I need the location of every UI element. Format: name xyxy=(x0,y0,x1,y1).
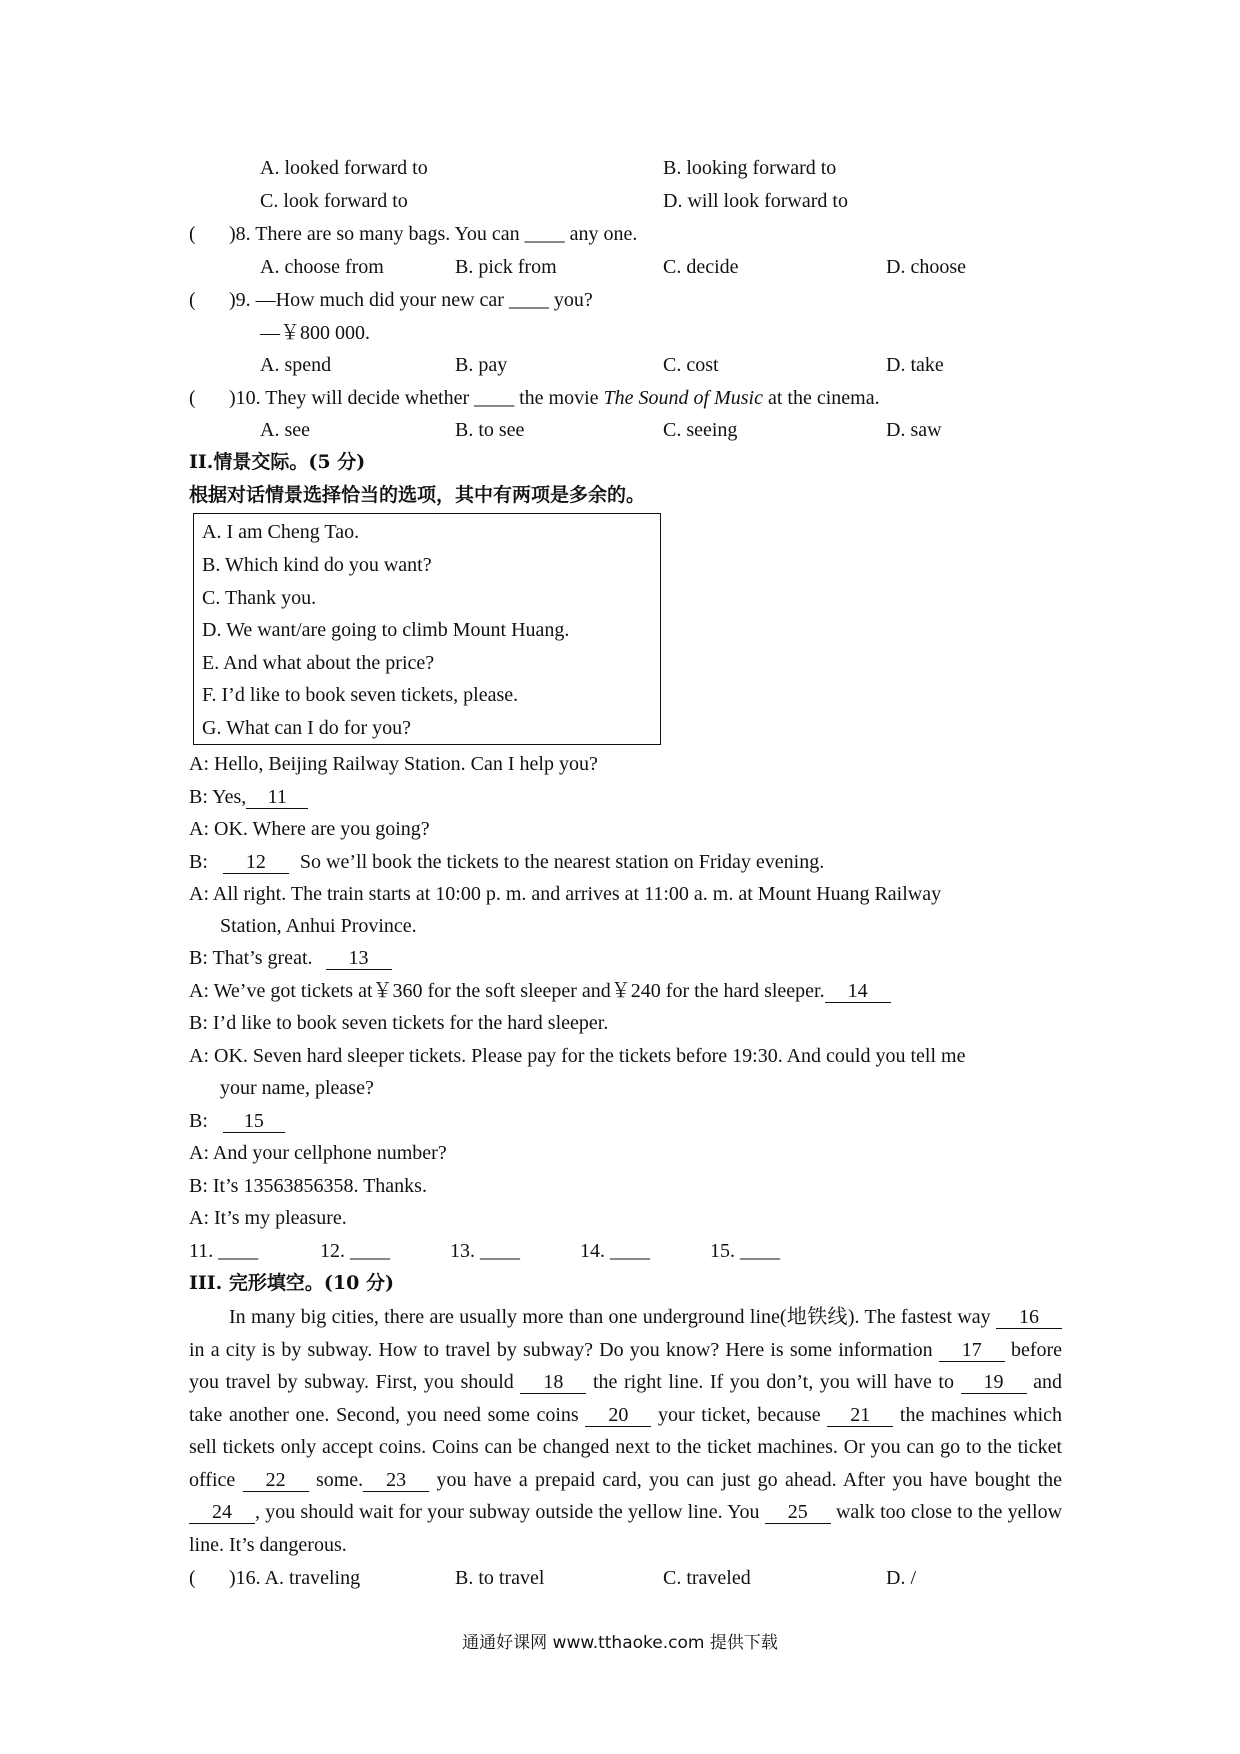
q7-option-a: A. looked forward to xyxy=(260,157,428,179)
dialogue-speaker-text: B: xyxy=(189,1110,208,1132)
passage-text: walk too close to the yellow line. It’s dangerous. xyxy=(189,1501,1063,1556)
dialogue-line: A: OK. Where are you going? xyxy=(189,818,430,840)
dialogue-line-continued: Station, Anhui Province. xyxy=(220,915,417,937)
dialogue-line: B: I’d like to book seven tickets for the hard sleeper. xyxy=(189,1012,609,1034)
blank-14[interactable]: 14 xyxy=(825,980,891,1003)
blank-19[interactable]: 19 xyxy=(961,1371,1027,1394)
q10-option-a: A. see xyxy=(260,419,310,441)
box-option-b: B. Which kind do you want? xyxy=(202,554,432,576)
passage-text: some. xyxy=(315,1468,364,1491)
q10-option-d: D. saw xyxy=(886,419,942,441)
q8-option-a: A. choose from xyxy=(260,256,384,278)
blank-12[interactable]: 12 xyxy=(223,851,289,874)
passage-text: before you travel by subway. First, you should xyxy=(189,1338,1063,1393)
q16-option-c: C. traveled xyxy=(663,1567,751,1589)
section-2-title: II.情景交际。(5 分) xyxy=(189,451,366,473)
section-3-title: III. 完形填空。(10 分) xyxy=(189,1272,394,1294)
answer-paren: ( xyxy=(189,1567,196,1589)
dialogue-line: A: And your cellphone number? xyxy=(189,1142,447,1164)
blank-24[interactable]: 24 xyxy=(189,1501,255,1524)
passage-text: the right line. If you don’t, you will have to xyxy=(592,1371,954,1393)
q9-option-a: A. spend xyxy=(260,354,332,376)
dialogue-text: B: That’s great. xyxy=(189,947,313,969)
box-option-a: A. I am Cheng Tao. xyxy=(202,521,360,543)
q7-option-c: C. look forward to xyxy=(260,190,408,212)
blank-22[interactable]: 22 xyxy=(243,1469,309,1492)
box-option-f: F. I’d like to book seven tickets, please. xyxy=(202,684,519,706)
blank-20[interactable]: 20 xyxy=(585,1404,651,1427)
box-option-e: E. And what about the price? xyxy=(202,652,435,674)
blank-16[interactable]: 16 xyxy=(996,1306,1062,1329)
dialogue-line xyxy=(189,785,308,809)
dialogue-line: A: It’s my pleasure. xyxy=(189,1207,347,1229)
q7-option-d: D. will look forward to xyxy=(663,190,848,212)
q9-option-c: C. cost xyxy=(663,354,719,376)
dialogue-line: A: Hello, Beijing Railway Station. Can I help you? xyxy=(189,753,598,775)
box-option-g: G. What can I do for you? xyxy=(202,717,412,739)
passage-text: the machines which sell tickets only accept coins. Coins can be changed next to the ticket machines. Or you can go to the ticket office xyxy=(189,1403,1063,1491)
blank-25[interactable]: 25 xyxy=(765,1501,831,1524)
q7-option-b: B. looking forward to xyxy=(663,157,837,179)
answer-paren: ( xyxy=(189,289,196,311)
options-box xyxy=(193,513,661,745)
dialogue-text: A: We’ve got tickets at￥360 for the soft sleeper and￥240 for the hard sleeper. xyxy=(189,980,825,1002)
dialogue-line: B: It’s 13563856358. Thanks. xyxy=(189,1175,427,1197)
answer-slot-13[interactable]: 13. ____ xyxy=(450,1240,520,1262)
dialogue-line: A: OK. Seven hard sleeper tickets. Please pay for the tickets before 19:30. And could you tell me xyxy=(189,1045,966,1067)
box-option-c: C. Thank you. xyxy=(202,587,317,609)
q10-option-c: C. seeing xyxy=(663,419,738,441)
q9-option-b: B. pay xyxy=(455,354,508,376)
dialogue-text: So we’ll book the tickets to the nearest station on Friday evening. xyxy=(299,851,825,873)
footer-watermark: 通通好课网 www.tthaoke.com 提供下载 xyxy=(462,1633,778,1653)
answer-slot-11[interactable]: 11. ____ xyxy=(189,1240,259,1262)
dialogue-line xyxy=(189,979,891,1003)
q10-stem-before: )10. They will decide whether ____ the movie xyxy=(229,387,604,409)
q10-movie-title: The Sound of Music xyxy=(603,387,763,409)
blank-17[interactable]: 17 xyxy=(939,1339,1005,1362)
blank-18[interactable]: 18 xyxy=(520,1371,586,1394)
dialogue-line: A: All right. The train starts at 10:00 p. m. and arrives at 11:00 a. m. at Mount Huang Railway xyxy=(189,883,942,905)
passage-text: In many big cities, there are usually more than one underground line(地铁线). The fastest way xyxy=(229,1306,991,1328)
dialogue-line xyxy=(189,946,392,970)
q8-stem: )8. There are so many bags. You can ____ any one. xyxy=(229,223,638,245)
blank-23[interactable]: 23 xyxy=(363,1469,429,1492)
section-2-instruction: 根据对话情景选择恰当的选项，其中有两项是多余的。 xyxy=(189,484,646,506)
q16-line xyxy=(189,1566,360,1590)
answer-slot-12[interactable]: 12. ____ xyxy=(320,1240,390,1262)
q16-option-d: D. / xyxy=(886,1567,916,1589)
q16-stem: )16. A. traveling xyxy=(229,1567,361,1589)
q9-line xyxy=(189,288,593,312)
q10-line xyxy=(189,386,880,410)
q8-option-d: D. choose xyxy=(886,256,966,278)
q8-option-c: C. decide xyxy=(663,256,739,278)
passage-text: you have a prepaid card, you can just go ahead. After you have bought the xyxy=(436,1468,1063,1491)
q8-line xyxy=(189,222,637,246)
answer-paren: ( xyxy=(189,223,196,245)
answer-slot-14[interactable]: 14. ____ xyxy=(580,1240,650,1262)
passage-text: in a city is by subway. How to travel by subway? Do you know? Here is some information xyxy=(189,1338,933,1361)
q16-option-b: B. to travel xyxy=(455,1567,545,1589)
q10-stem-after: at the cinema. xyxy=(762,387,880,409)
passage-text: , you should wait for your subway outside the yellow line. You xyxy=(255,1501,760,1523)
cloze-passage xyxy=(189,1301,1062,1561)
dialogue-speaker-text: B: Yes, xyxy=(189,786,247,808)
dialogue-line-continued: your name, please? xyxy=(220,1077,374,1099)
q9-stem: )9. —How much did your new car ____ you? xyxy=(229,289,593,311)
box-option-d: D. We want/are going to climb Mount Huang. xyxy=(202,619,570,641)
blank-21[interactable]: 21 xyxy=(827,1404,893,1427)
blank-11[interactable]: 11 xyxy=(246,786,308,809)
dialogue-speaker-text: B: xyxy=(189,851,208,873)
blank-13[interactable]: 13 xyxy=(326,947,392,970)
q9-option-d: D. take xyxy=(886,354,944,376)
passage-text: your ticket, because xyxy=(657,1403,821,1426)
q8-option-b: B. pick from xyxy=(455,256,557,278)
passage-text: and take another one. Second, you need some coins xyxy=(189,1371,1063,1426)
answer-paren: ( xyxy=(189,387,196,409)
blank-15[interactable]: 15 xyxy=(223,1110,285,1133)
q9-answer-line: —￥800 000. xyxy=(260,322,370,344)
q10-option-b: B. to see xyxy=(455,419,525,441)
answer-slot-15[interactable]: 15. ____ xyxy=(710,1240,780,1262)
dialogue-line xyxy=(189,850,824,874)
dialogue-line xyxy=(189,1109,285,1133)
